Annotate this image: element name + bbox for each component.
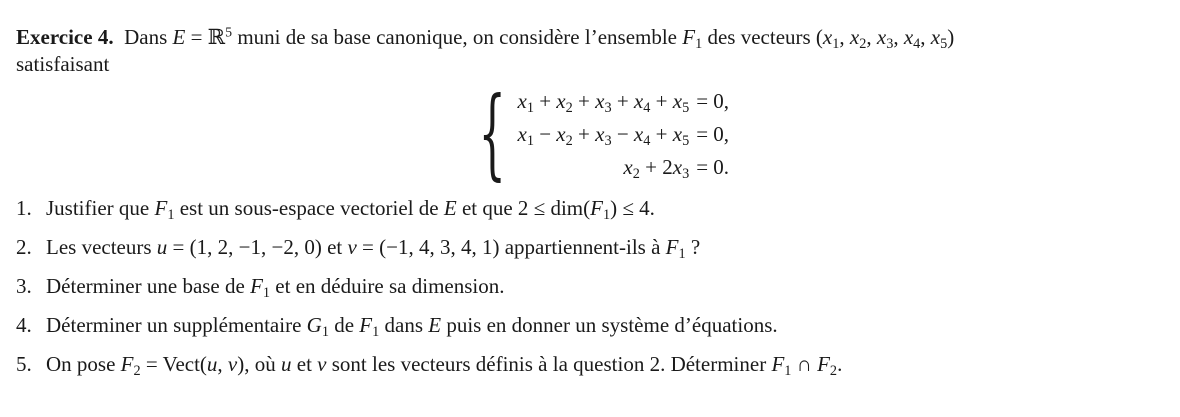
question-2 — [16, 235, 1160, 260]
question-1 — [16, 196, 1160, 221]
question-3-number: 3. — [16, 274, 32, 298]
intro-line-1: Exercice 4. Dans E = ℝ$^5$ muni de sa base canonique, on considère l’ensemble $F_1$ des vecteurs ($x_1$, $x_2$, $x_3$, $x_4$, $x_5$) — [16, 24, 955, 52]
question-4-number: 4. — [16, 313, 32, 337]
equation-3-lhs: $x_2 + 2x_3$ — [623, 155, 690, 182]
question-1-text: Justifier que $F_1$ est un sous-espace vectoriel de E et que $2 \le dim(F_1) \le 4$. — [46, 196, 655, 223]
question-4 — [16, 313, 1160, 338]
questions-list — [16, 196, 1160, 377]
question-5 — [16, 352, 1160, 377]
equation-system — [447, 76, 730, 192]
left-brace-glyph: { — [478, 76, 506, 192]
intro-paragraph — [16, 24, 1160, 78]
equation-2-rhs: = 0, — [696, 122, 730, 146]
question-2-number: 2. — [16, 235, 32, 259]
question-4-text: Déterminer un supplémentaire $G_1$ de $F_1$ dans E puis en donner un système d’équations. — [46, 313, 778, 340]
question-3 — [16, 274, 1160, 299]
equation-1-rhs: = 0, — [696, 89, 730, 113]
question-3-text: Déterminer une base de $F_1$ et en déduire sa dimension. — [46, 274, 505, 301]
question-2-text: Les vecteurs u = (1, 2, −1, −2, 0) et v = (−1, 4, 3, 4, 1) appartiennent-ils à $F_1$ ? — [46, 235, 701, 262]
equation-1-lhs: $x_1 + x_2 + x_3 + x_4 + x_5$ — [517, 89, 690, 116]
question-5-text: On pose $F_2$ = Vect(u, v), où u et v sont les vecteurs définis à la question 2. Déterminer $F_1$ ∩ $F_2$. — [46, 352, 843, 379]
intro-line-2: satisfaisant — [16, 52, 110, 76]
equations-grid — [517, 88, 729, 180]
question-1-number: 1. — [16, 196, 32, 220]
question-5-number: 5. — [16, 352, 32, 376]
equation-3-rhs: = 0. — [696, 155, 730, 179]
equation-2-lhs: $x_1 - x_2 + x_3 - x_4 + x_5$ — [517, 122, 690, 149]
